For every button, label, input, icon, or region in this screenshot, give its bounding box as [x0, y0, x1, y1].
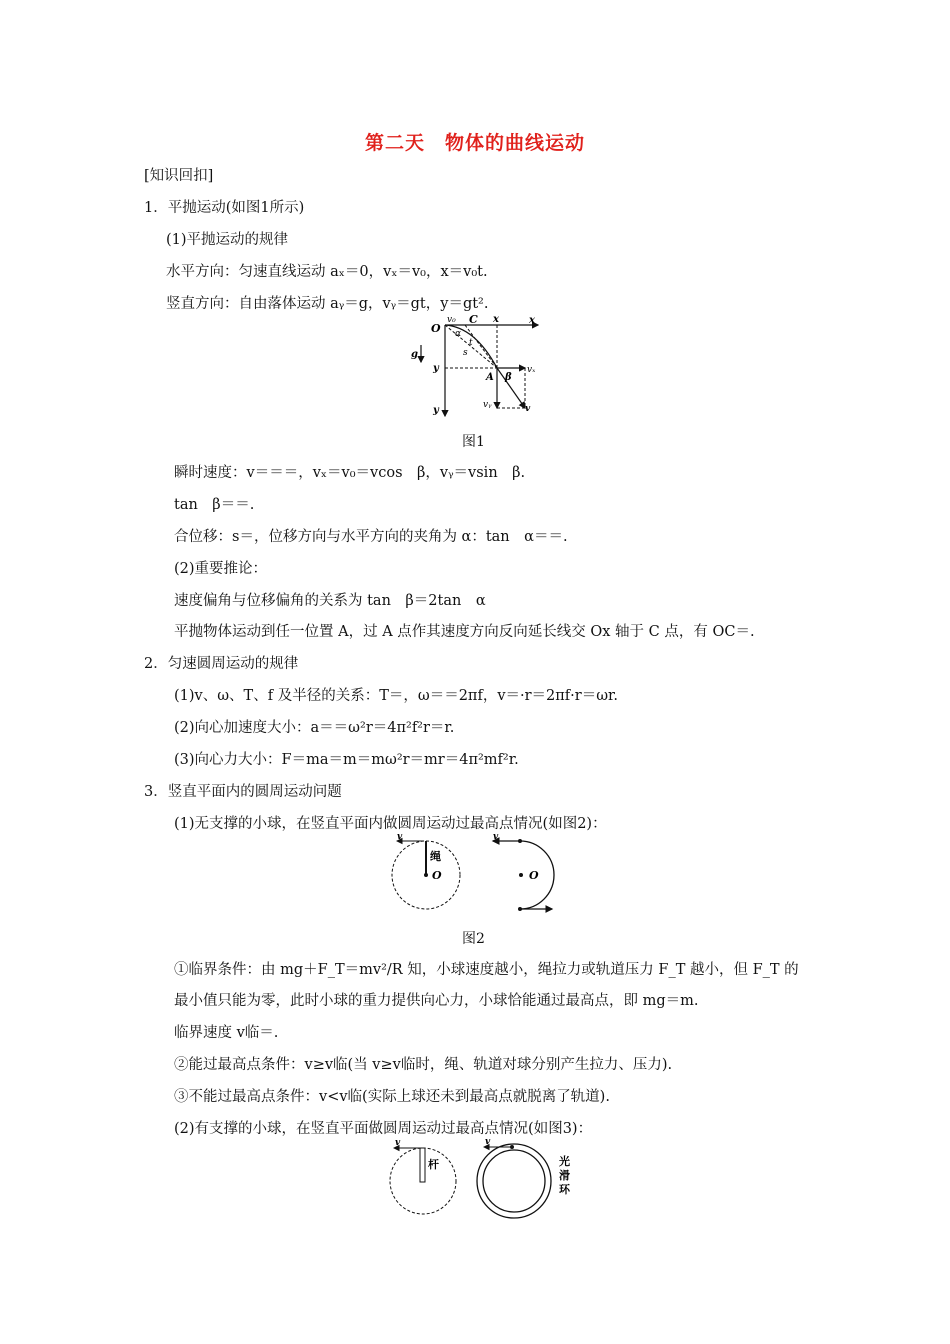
section-heading: [知识回扣]: [144, 168, 214, 184]
fig3-v-right: v: [485, 1137, 491, 1147]
label-C: C: [469, 313, 478, 326]
ring-label-1: 光: [559, 1155, 570, 1168]
label-y-mid: y: [433, 363, 439, 374]
label-vy: vᵧ: [483, 400, 492, 410]
text-line: ③不能过最高点条件：v<v临(实际上球还未到最高点就脱离了轨道).: [174, 1089, 610, 1105]
fig2-v-left: v: [397, 832, 403, 842]
text-line: (1)平抛运动的规律: [166, 232, 289, 248]
text-line: 竖直方向：自由落体运动 aᵧ＝g，vᵧ＝gt，y＝gt².: [166, 296, 489, 312]
text-line: (1)v、ω、T、f 及半径的关系：T＝，ω＝＝2πf，v＝·r＝2πf·r＝ωr.: [174, 688, 618, 704]
text-line: ②能过最高点条件：v≥v临(当 v≥v临时，绳、轨道对球分别产生拉力、压力).: [174, 1057, 673, 1073]
item-heading: 1．平抛运动(如图1所示): [144, 200, 305, 216]
text-line: (2)向心加速度大小：a＝＝ω²r＝4π²f²r＝r.: [174, 720, 455, 736]
text-line: 合位移：s＝，位移方向与水平方向的夹角为 α：tan α＝＝.: [174, 529, 568, 545]
fig3-v-left: v: [395, 1138, 401, 1148]
page-title: 第二天 物体的曲线运动: [364, 132, 585, 154]
label-g: g: [411, 349, 418, 360]
item-heading: 3．竖直平面内的圆周运动问题: [144, 784, 342, 800]
projectile-figure: [405, 312, 545, 422]
label-v: v: [525, 404, 531, 414]
label-x-axis: x: [529, 315, 535, 326]
label-alpha: α: [455, 329, 462, 339]
text-line: 平抛物体运动到任一位置 A，过 A 点作其速度方向反向延长线交 Ox 轴于 C 点，有 OC＝.: [174, 624, 755, 640]
label-vx: vₓ: [527, 365, 536, 375]
text-line: 速度偏角与位移偏角的关系为 tan β＝2tan α: [174, 593, 486, 609]
text-line: (2)重要推论：: [174, 561, 268, 577]
label-t: t: [469, 338, 473, 348]
label-beta: β: [505, 372, 512, 383]
figure-2-caption: 图2: [462, 931, 485, 947]
label-O: O: [431, 322, 441, 335]
text-line: 最小值只能为零，此时小球的重力提供向心力，小球恰能通过最高点，即 mg＝m.: [174, 993, 699, 1009]
text-line: (3)向心力大小：F＝ma＝m＝mω²r＝mr＝4π²mf²r.: [174, 752, 519, 768]
text-line: 水平方向：匀速直线运动 aₓ＝0，vₓ＝v₀，x＝v₀t.: [166, 264, 488, 280]
figure-1-caption: 图1: [462, 434, 485, 450]
fig2-O-right: O: [529, 869, 539, 882]
rod-and-ring-figure: [385, 1134, 575, 1220]
rope-and-track-figure: [385, 832, 565, 914]
item-heading: 2．匀速圆周运动的规律: [144, 656, 299, 672]
ring-label-3: 环: [559, 1183, 570, 1196]
rope-label: 绳: [430, 850, 441, 863]
rod-label: 杆: [428, 1158, 439, 1171]
label-s: s: [463, 348, 468, 358]
ring-label-2: 滑: [559, 1169, 570, 1182]
fig2-O-left: O: [432, 869, 442, 882]
text-line: ①临界条件：由 mg＋F_T＝mv²/R 知，小球速度越小，绳拉力或轨道压力 F_T 越小，但 F_T 的: [174, 962, 799, 978]
text-line: 瞬时速度：v＝＝＝，vₓ＝v₀＝vcos β，vᵧ＝vsin β.: [174, 465, 526, 481]
text-line: tan β＝＝.: [174, 497, 255, 513]
label-y-axis: y: [433, 405, 439, 416]
label-A: A: [486, 372, 494, 383]
text-line: 临界速度 v临＝.: [174, 1025, 279, 1041]
label-v0: v₀: [447, 315, 456, 325]
fig2-v-right: v: [493, 832, 499, 842]
label-x-top: x: [493, 314, 499, 325]
text-line: (2)有支撑的小球，在竖直平面做圆周运动过最高点情况(如图3)：: [174, 1121, 593, 1137]
text-line: (1)无支撑的小球，在竖直平面内做圆周运动过最高点情况(如图2)：: [174, 816, 607, 832]
